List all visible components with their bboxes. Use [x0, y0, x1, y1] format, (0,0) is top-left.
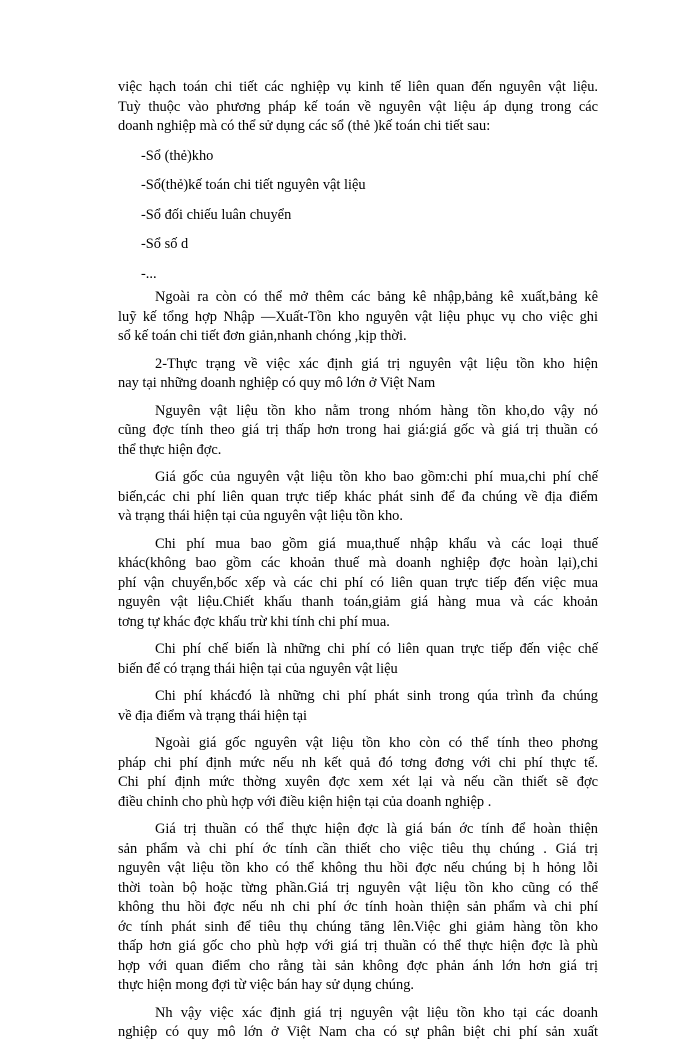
intro-paragraph: [118, 78, 598, 137]
text-line: việc hạch toán chi tiết các nghiệp vụ kinh tế liên quan đến nguyên vật liệu.: [118, 79, 598, 95]
ledger-list: [118, 147, 598, 285]
text-line: về địa điểm và trạng thái hiện tại: [118, 707, 308, 724]
paragraph: [118, 468, 598, 527]
text-line: Chi phí khácđó là những chi phí phát sinh trong qúa trình đa chúng: [155, 688, 598, 704]
text-line: thực hiện mong đợi từ việc bán hay sử dụng chúng.: [118, 977, 414, 993]
text-line: Tuỳ thuộc vào phương pháp kế toán về nguyên vật liệu áp dụng trong các: [118, 98, 598, 115]
text-line: cũng đợc tính theo giá trị thấp hơn trong hai giá:giá gốc và giá trị thuần có: [118, 422, 598, 438]
paragraph: [118, 1004, 598, 1043]
text-line: luỹ kế tổng hợp Nhập —Xuất-Tồn kho nguyên vật liệu phục vụ cho việc ghi: [118, 308, 598, 325]
text-line: hợp với quan điểm cho rằng tài sản không đợc phản ánh lớn hơn giá trị: [118, 957, 598, 974]
paragraph: [118, 734, 598, 812]
paragraph: [118, 535, 598, 633]
text-line: Chi phí chế biến là những chi phí có liên quan trực tiếp đến việc chế: [155, 641, 598, 657]
text-line: biến,các chi phí liên quan trực tiếp khác phát sinh để đa chúng về địa điểm: [118, 488, 598, 505]
text-line: Ngoài ra còn có thể mở thêm các bảng kê nhập,bảng kê xuất,bảng kê: [155, 289, 598, 305]
text-line: Nh vậy việc xác định giá trị nguyên vật liệu tồn kho tại các doanh: [155, 1004, 598, 1021]
text-line: doanh nghiệp mà có thể sử dụng các sổ (thẻ )kế toán chi tiết sau:: [118, 118, 491, 134]
text-line: biến để có trạng thái hiện tại của nguyên vật liệu: [118, 660, 398, 677]
text-line: không thu hồi đợc nếu nh chi phí ớc tính hoàn thiện sản phẩm và chi phí: [118, 899, 598, 915]
text-line: điều chỉnh cho phù hợp với điều kiện hiện tại của doanh nghiệp .: [118, 793, 492, 810]
text-line: nguyên vật liệu.Chiết khấu thanh toán,giảm giá hàng mua và các khoản: [118, 594, 598, 610]
text-line: sổ kế toán chi tiết đơn giản,nhanh chóng ,kịp thời.: [118, 328, 407, 344]
text-line: thể thực hiện đợc.: [118, 441, 222, 458]
paragraph: [118, 640, 598, 679]
text-line: thấp hơn giá gốc cho phù hợp với giá trị thuần có thể thực hiện đợc là phù: [118, 938, 598, 954]
paragraph: [118, 820, 598, 996]
paragraph: [118, 402, 598, 461]
text-line: Giá trị thuần có thể thực hiện đợc là giá bán ớc tính để hoàn thiện: [155, 821, 598, 837]
list-item: -...: [141, 265, 157, 282]
paragraph: [118, 687, 598, 726]
text-line: 2-Thực trạng về việc xác định giá trị nguyên vật liệu tồn kho hiện: [155, 355, 598, 372]
text-line: Ngoài giá gốc nguyên vật liệu tồn kho còn có thể tính theo phơng: [155, 735, 598, 751]
text-line: và trạng thái hiện tại của nguyên vật liệu tồn kho.: [118, 508, 403, 524]
text-line: sản phẩm và chi phí ớc tính cần thiết cho việc tiêu thụ chúng . Giá trị: [118, 840, 598, 857]
text-line: Chi phí định mức thờng xuyên đợc xem xét lại và nếu cần thiết sẽ đợc: [118, 774, 598, 790]
text-line: Giá gốc của nguyên vật liệu tồn kho bao gồm:chi phí mua,chi phí chế: [155, 469, 598, 485]
list-item: -Sổ(thẻ)kế toán chi tiết nguyên vật liệu: [141, 177, 366, 193]
text-line: thời toàn bộ hoặc từng phần.Giá trị nguyên vật liệu tồn kho cũng có thể: [118, 879, 598, 896]
text-line: ớc tính phát sinh để tiêu thụ chúng tăng lên.Việc ghi giảm hàng tồn kho: [118, 918, 598, 935]
text-line: nay tại những doanh nghiệp có quy mô lớn ở Việt Nam: [118, 375, 436, 391]
paragraph: [118, 288, 598, 347]
text-line: khác(không bao gồm các khoản thuế mà doanh nghiệp đợc hoàn lại),chi: [118, 555, 598, 571]
text-line: tơng tự khác đợc khấu trừ khi tính chi phí mua.: [118, 613, 390, 630]
text-line: nguyên vật liệu tồn kho có thể không thu hồi đợc nếu chúng bị h hỏng lỗi: [118, 860, 598, 876]
text-line: nghiệp có quy mô lớn ở Việt Nam cha có sự phân biệt chi phí sản xuất: [118, 1024, 598, 1040]
section-heading-paragraph: [118, 355, 598, 394]
list-item: -Sổ (thẻ)kho: [141, 147, 214, 164]
text-line: Chi phí mua bao gồm giá mua,thuế nhập khẩu và các loại thuế: [155, 535, 598, 552]
document-page: [118, 78, 598, 1049]
text-line: Nguyên vật liệu tồn kho nằm trong nhóm hàng tồn kho,do vậy nó: [155, 402, 598, 419]
list-item: -Sổ số d: [141, 236, 189, 252]
text-line: phí vận chuyển,bốc xếp và các chi phí có liên quan trực tiếp đến việc mua: [118, 574, 598, 591]
text-line: pháp chi phí định mức nếu nh kết quả đó tơng đơng với chi phí thực tế.: [118, 754, 598, 771]
list-item: -Sổ đối chiếu luân chuyển: [141, 206, 292, 223]
